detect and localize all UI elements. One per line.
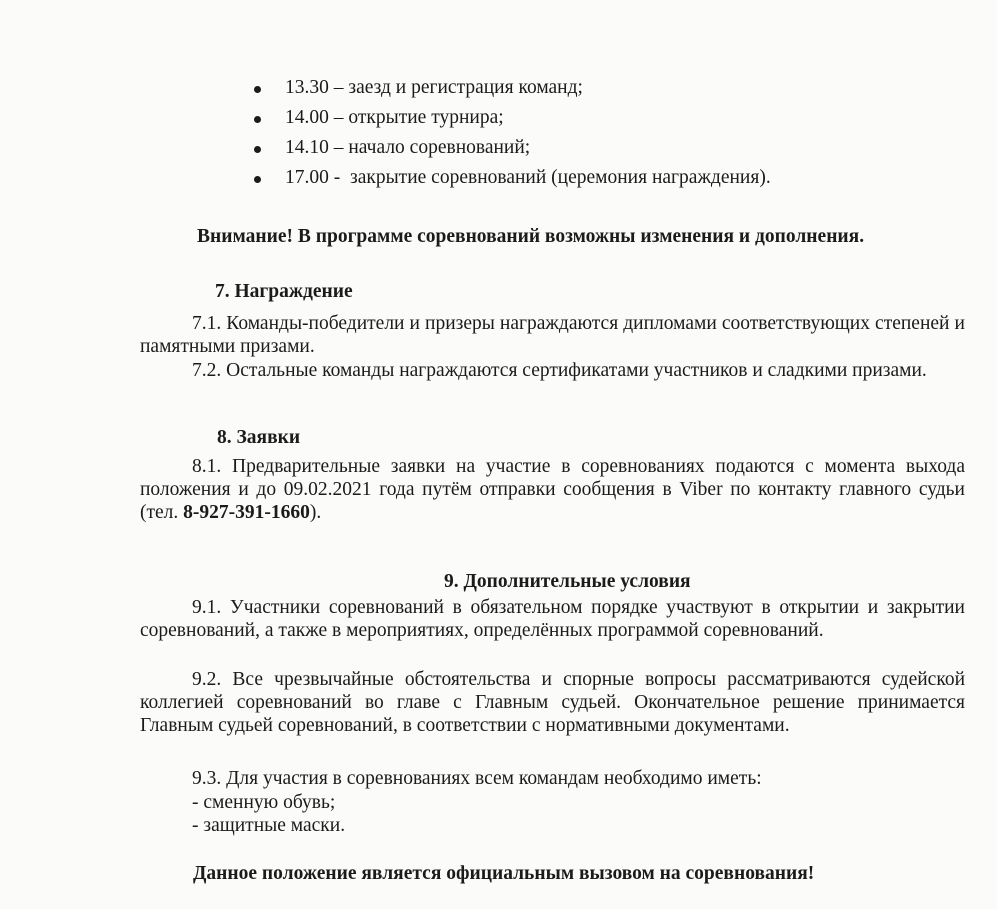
schedule-time: 14.10 bbox=[285, 137, 329, 158]
list-item: - защитные маски. bbox=[192, 815, 346, 836]
schedule-text: заезд и регистрация команд; bbox=[348, 77, 583, 98]
section-7-heading: 7. Награждение bbox=[215, 281, 353, 302]
section-9-paragraph-3: 9.3. Для участия в соревнованиях всем командам необходимо иметь: bbox=[192, 768, 762, 789]
section-9-heading: 9. Дополнительные условия bbox=[444, 571, 691, 592]
list-item: - сменную обувь; bbox=[192, 792, 336, 813]
schedule-separator: - bbox=[328, 167, 350, 188]
schedule-time: 14.00 bbox=[285, 107, 329, 128]
schedule-separator: – bbox=[328, 77, 349, 98]
bullet-icon bbox=[254, 86, 261, 93]
section-9-paragraph-1: 9.1. Участники соревнований в обязательном порядке участвуют в открытии и закрытии соревнований, а также в мероприятиях, определённых программой соревнований. bbox=[140, 597, 965, 641]
schedule-time: 17.00 bbox=[285, 167, 329, 188]
section-7-paragraph-1: 7.1. Команды-победители и призеры награждаются дипломами соответствующих степеней и памятными призами. bbox=[140, 313, 965, 357]
section-8-heading: 8. Заявки bbox=[217, 427, 301, 448]
closing-statement: Данное положение является официальным вызовом на соревнования! bbox=[193, 863, 815, 884]
bullet-icon bbox=[254, 176, 261, 183]
schedule-text: открытие турнира; bbox=[348, 107, 504, 128]
schedule-time: 13.30 bbox=[285, 77, 329, 98]
section-8-paragraph-1: 8.1. Предварительные заявки на участие в соревнованиях подаются с момента выхода положения и до 09.02.2021 года путём отправки сообщения в Viber по контакту главного судьи (тел. 8-927-391-1660). bbox=[140, 456, 965, 523]
phone-number: 8-927-391-1660 bbox=[183, 502, 310, 523]
section-9-paragraph-2: 9.2. Все чрезвычайные обстоятельства и спорные вопросы рассматриваются судейской коллегией соревнований во главе с Главным судьей. Окончательное решение принимается Главным судьей соревнований, в соответствии с нормативными документами. bbox=[140, 669, 965, 736]
bullet-icon bbox=[254, 146, 261, 153]
schedule-separator: – bbox=[328, 107, 349, 128]
notice: Внимание! В программе соревнований возможны изменения и дополнения. bbox=[197, 226, 865, 247]
section-7-paragraph-2: 7.2. Остальные команды награждаются сертификатами участников и сладкими призами. bbox=[192, 360, 927, 381]
schedule-separator: – bbox=[328, 137, 349, 158]
schedule-text: начало соревнований; bbox=[348, 137, 531, 158]
bullet-icon bbox=[254, 116, 261, 123]
schedule-text: закрытие соревнований (церемония награждения). bbox=[350, 167, 771, 188]
